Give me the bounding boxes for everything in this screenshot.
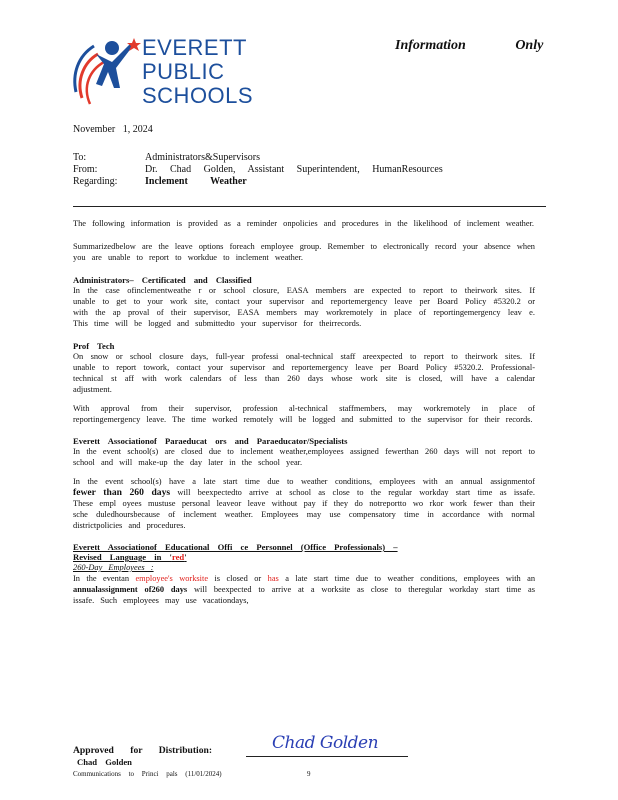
intro-paragraph-2: Summarizedbelow are the leave options foreach employee group. Remember to electronically record your absence when you are unable to report to workdue to inclement weather. xyxy=(73,242,535,262)
section-administrators-heading: Administrators– Certificated and Classified xyxy=(73,275,252,285)
section-office-text xyxy=(73,573,535,606)
header-divider xyxy=(73,206,546,207)
revised-red: red xyxy=(171,552,185,562)
footer-text: Communications to Princi pals (11/01/2024) xyxy=(73,770,222,778)
revised-pre: Revised Language in ' xyxy=(73,552,172,562)
note-word-2: Only xyxy=(515,38,544,53)
office-t7: will beexpected to arrive at a worksite as close to theregular workday start time as issafe. Such employees may use vacationdays, xyxy=(73,585,536,605)
office-t3: is closed or xyxy=(214,574,262,583)
memo-to-value: Administrators&Supervisors xyxy=(145,152,260,163)
section-paraeducators-heading: Everett Associationof Paraeducat ors and Paraeducator/Specialists xyxy=(73,436,348,446)
note-word-1: Information xyxy=(395,38,466,53)
memo-from-label: From: xyxy=(73,164,98,175)
memo-to-row xyxy=(73,152,443,164)
section-office-revised xyxy=(73,552,535,562)
section-office-subheading: 260-Day Employees : xyxy=(73,563,154,572)
para-text-2-post: will beexpectedto arrive at school as close to the regular workday start time as issafe. These empl oyees mustuse personal leaveor leave without pay if they do notreportto wo rkor work fewer than their sche duledhoursbecause of inclement weather. Employees may use compensatory time in accordance with normal districtpolicies and procedures. xyxy=(73,488,535,530)
office-t1: In the eventan xyxy=(73,574,130,583)
signature: Chad Golden xyxy=(272,733,379,753)
section-administrators-text: In the case ofinclementweathe r or school closure, EASA members are expected to report to theirwork sites. If unable to get to your work site, contact your supervisor and reportemergency leave per Board Policy #5320.2 or with the ap proval of their supervisor, EASA members may workremotely in place of reportingemergency leav e. This time will be logged and submittedto your supervisor for theirrecords. xyxy=(73,286,535,328)
section-office-heading: Everett Associationof Educational Offi ce Personnel (Office Professionals) – xyxy=(73,542,398,552)
logo-line-3: SCHOOLS xyxy=(142,83,254,108)
office-t4-red: has xyxy=(267,574,279,583)
memo-body xyxy=(73,218,535,606)
section-proftech-text-2: With approval from their supervisor, profession al-technical staffmembers, may workremotely in place of reportingemergency leave. The time worked remotely will be logged and submitted to the supervisor for their records. xyxy=(73,404,535,424)
intro-paragraph-1: The following information is provided as a reminder onpolicies and procedures in the likelihood of inclement weather. xyxy=(73,219,535,228)
memo-regarding-label: Regarding: xyxy=(73,176,118,187)
signature-line xyxy=(246,756,408,757)
approver-name: Chad Golden xyxy=(77,757,132,767)
memo-regarding-value: Inclement Weather xyxy=(145,176,247,187)
memo-to-label: To: xyxy=(73,152,87,163)
revised-post: ' xyxy=(184,552,187,562)
logo-line-1: EVERETT xyxy=(142,35,247,60)
logo-figure-icon xyxy=(68,34,146,110)
office-t2-red: employee's worksite xyxy=(135,574,209,583)
office-t6-bold: annualassignment of260 days xyxy=(73,585,188,594)
section-paraeducators-text-1: In the event school(s) are closed due to inclement weather,employees assigned fewerthan 260 days will not report to school and will make-up the day later in the school year. xyxy=(73,447,535,467)
memo-from-row xyxy=(73,164,443,176)
approved-for-distribution-label: Approved for Distribution: xyxy=(73,745,213,756)
para-text-2-bold: fewer than 260 days xyxy=(73,487,171,498)
office-t5: a late start time due to weather conditions, employees with an xyxy=(285,574,536,583)
memo-regarding-row xyxy=(73,176,443,188)
section-proftech-heading: Prof Tech xyxy=(73,341,115,351)
logo-line-2: PUBLIC xyxy=(142,59,225,84)
memo-from-value: Dr. Chad Golden, Assistant Superintendent, HumanResources xyxy=(145,164,443,175)
section-paraeducators-text-2 xyxy=(73,476,535,531)
memo-header xyxy=(73,152,443,188)
district-logo xyxy=(68,34,258,114)
page-number: 9 xyxy=(307,770,311,778)
memo-date: November 1, 2024 xyxy=(73,124,153,135)
information-only-note xyxy=(395,38,543,54)
para-text-2-pre: In the event school(s) have a late start time due to weather conditions, employees with an annual assignmentof xyxy=(73,477,535,486)
logo-text xyxy=(142,36,253,108)
section-proftech-text-1: On snow or school closure days, full-year professi onal-technical staff areexpected to report to theirwork sites. If unable to report towork, contact your supervisor and reportemergency leave per Board Policy #5320.2. Professional-technical st aff with work calendars of less than 260 days whose work site is closed, will have a calendar adjustment. xyxy=(73,352,535,394)
